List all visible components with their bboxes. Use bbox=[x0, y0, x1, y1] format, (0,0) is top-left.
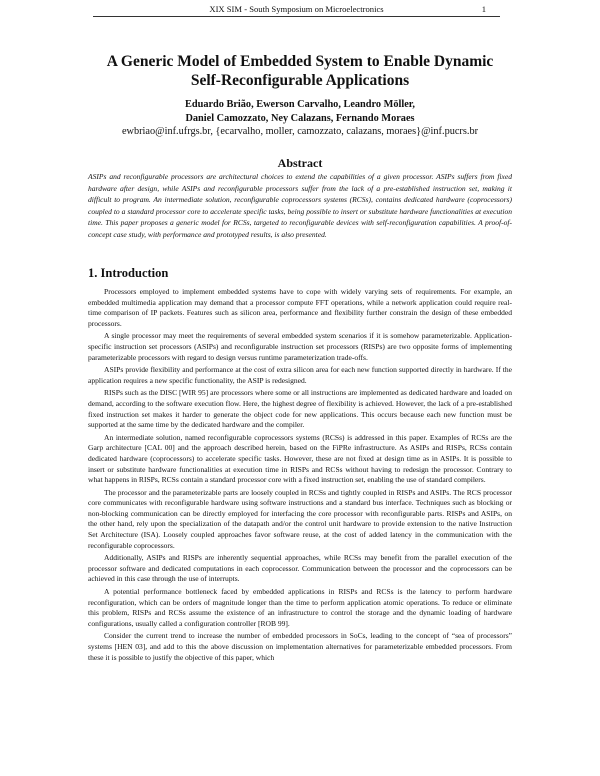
paragraph: An intermediate solution, named reconfigurable coprocessors systems (RCSs) is addressed in this paper. Examples of RCSs are the Garp architecture [CAL 00] and the approach described herein, based on the FiPRe infrastructure. As ASIPs and RISPs, RCSs contain dedicated hardware (coprocessors) to accelerate specific tasks. However, these are not fixed at design time as in ASIPs. It is possible to insert or substitute hardware functionalities at execution time in RISPs and RCSs without having to redesign the processor. Contrary to what happens in RISPs, RCSs contain a standard processor core with a fixed instruction set, enabling the use of standard compilers. bbox=[88, 432, 512, 485]
running-header bbox=[93, 4, 500, 17]
page-number: 1 bbox=[481, 4, 486, 14]
paragraph: Consider the current trend to increase the number of embedded processors in SoCs, leading to the concept of “sea of processors” systems [HEN 03], and add to this the above discussion on implementation alternatives for parameterizable embedded processors. From these it is possible to justify the objective of this paper, which bbox=[88, 631, 512, 662]
paragraph: ASIPs provide flexibility and performance at the cost of extra silicon area for each new function supported directly in hardware. If the application requires a new specific functionality, the ASIP is redesigned. bbox=[88, 365, 512, 385]
paragraph: The processor and the parameterizable parts are loosely coupled in RCSs and tightly coupled in RISPs and ASIPs. The RCS processor core communicates with reconfigurable hardware using software instructions and a standard bus interface. Techniques such as blocking or non-blocking communication can be directly employed for interfacing the core processor with reconfigurable parts. RISPs and ASIPs, on the other hand, rely upon the specialization of the datapath and/or the control unit hardware to provide extension to the native Instruction Set Architecture (ISA). Loosely coupled approaches favor software reuse, at the cost of added latency in the communication with the reconfigurable coprocessors. bbox=[88, 487, 512, 550]
paragraph: A single processor may meet the requirements of several embedded system scenarios if it is somehow parameterizable. Application-specific instruction set processors (ASIPs) and reconfigurable instruction set processors (RISPs) are two opposite forms of implementing parameterizable processors with regard to design versus runtime parameterization trade-offs. bbox=[88, 331, 512, 362]
author-emails: ewbriao@inf.ufrgs.br, {ecarvalho, moller, camozzato, calazans, moraes}@inf.pucrs.br bbox=[121, 126, 479, 138]
section-heading-introduction: 1. Introduction bbox=[88, 266, 169, 280]
author-names-line-1: Eduardo Brião, Ewerson Carvalho, Leandro Möller, bbox=[185, 99, 415, 110]
paragraph: RISPs such as the DISC [WIR 95] are processors where some or all instructions are implemented as dedicated hardware and loaded on demand, according to the software execution flow. Here, the highest degree of flexibility is achieved. However, the lack of a pre-established fixed instruction set makes it harder to generate the object code for new applications. This occurs because each new function must be supported at the same time by the dedicated hardware and the compiler. bbox=[88, 388, 512, 430]
paragraph: A potential performance bottleneck faced by embedded applications in RISPs and RCSs is the latency to perform hardware reconfiguration, which can be orders of magnitude longer than the time to perform application atomic operations. To reduce or eliminate this problem, RISPs and RCSs assume the existence of an infrastructure to control the storage and the dynamic loading of hardware configurations, usually called a configuration controller [ROB 99]. bbox=[88, 587, 512, 628]
author-names-line-2: Daniel Camozzato, Ney Calazans, Fernando Moraes bbox=[185, 112, 415, 124]
running-title: XIX SIM - South Symposium on Microelectronics bbox=[209, 4, 384, 14]
paragraph: Processors employed to implement embedded systems have to cope with widely varying sets of requirements. For example, an embedded multimedia application may demand that a processor compute FFT operations, while a network application could require real-time comparison of IP packets. Features such as silicon area, performance and flexibility further constrain the design of these embedded processors. bbox=[88, 287, 512, 328]
paragraph: Additionally, ASIPs and RISPs are inherently sequential approaches, while RCSs may benefit from the parallel execution of the processor software and dedicated computations in each coprocessor. Communication between the processor and the coprocessors can be achieved in this case through the use of interrupts. bbox=[88, 553, 512, 584]
abstract-text: ASIPs and reconfigurable processors are architectural choices to extend the capabilities of a given processor. ASIPs suffers from fixed hardware after design, while ASIPs and reconfigurable processors suffer from the lack of a pre-established instruction set, making it difficult to program. An intermediate solution, reconfigurable coprocessors systems (RCSs), contains dedicated hardware (coprocessors) coupled to a standard processor core to accelerate specific tasks, being possible to insert or substitute hardware functionalities at execution time. This paper proposes a generic model for RCSs, targeted to reconfigurable devices with self-reconfiguration capabilities. A proof-of-concept case study, with performance and prototyped results, is also presented. bbox=[88, 172, 512, 239]
abstract-heading: Abstract bbox=[277, 156, 323, 170]
paper-title: A Generic Model of Embedded System to Enable Dynamic Self-Reconfigurable Applications bbox=[106, 53, 494, 89]
author-block bbox=[90, 98, 510, 139]
section-body bbox=[88, 287, 512, 665]
